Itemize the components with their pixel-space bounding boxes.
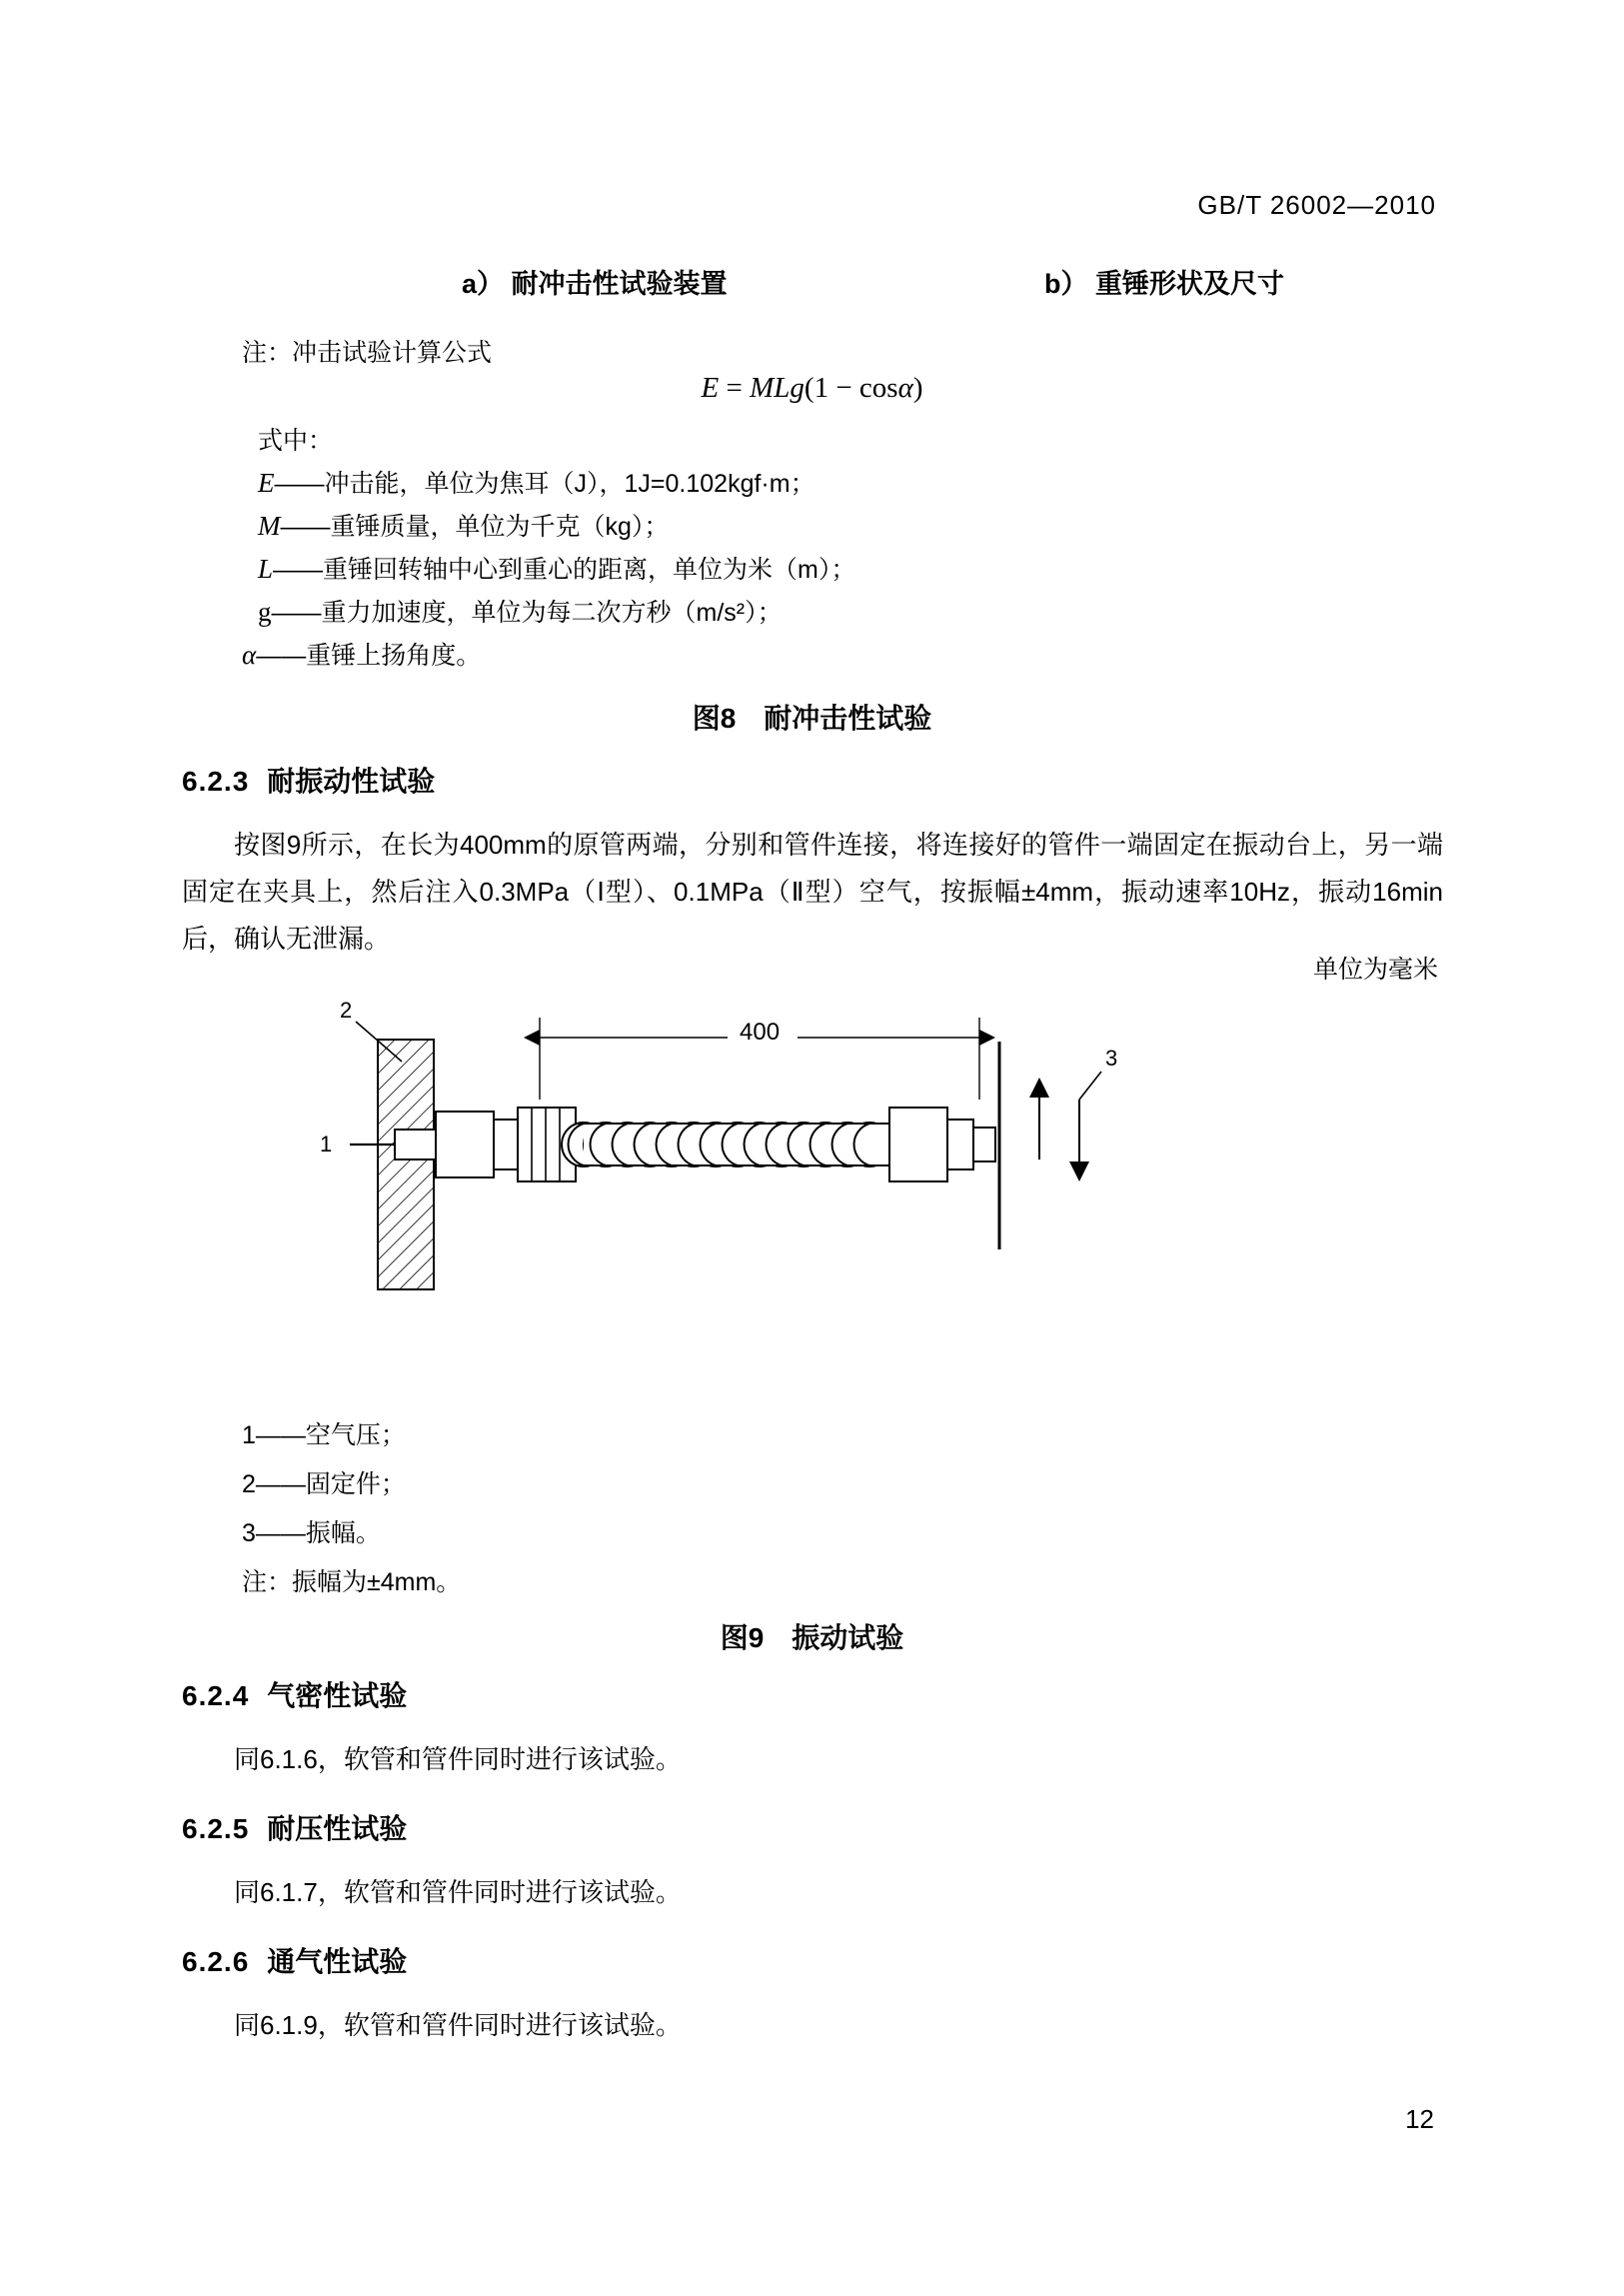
clause-6-2-3-body: 按图9所示，在长为400mm的原管两端，分别和管件连接，将连接好的管件一端固定在振动台上，另一端固定在夹具上，然后注入0.3MPa（Ⅰ型）、0.1MPa（Ⅱ型）空气，按振幅±4mm，振动速率10Hz，振动16min后，确认无泄漏。 bbox=[182, 830, 1443, 954]
figure9-key-1: 1——空气压； bbox=[242, 1421, 406, 1449]
figure9-dimension-400: 400 bbox=[740, 1019, 781, 1046]
symbol-E-text: ——冲击能，单位为焦耳（J），1J=0.102kgf·m； bbox=[274, 470, 815, 498]
figure8-note-label: 注：冲击试验计算公式 bbox=[242, 339, 493, 367]
figure8-symbol-legend bbox=[242, 420, 856, 677]
figure9-key-3: 3——振幅。 bbox=[242, 1519, 381, 1547]
formula-open: (1 − cos bbox=[804, 372, 898, 404]
formula-lhs: E bbox=[701, 372, 720, 404]
clause-6-2-5-heading bbox=[182, 1807, 407, 1847]
figure9-key-list bbox=[242, 1411, 461, 1607]
svg-text:3: 3 bbox=[1105, 1046, 1118, 1071]
formula-m: M bbox=[750, 372, 775, 404]
figure8-caption-a: a） 耐冲击性试验装置 bbox=[462, 269, 728, 299]
clause-6-2-5-body: 同6.1.7，软管和管件同时进行该试验。 bbox=[234, 1877, 682, 1907]
figure9-key-2: 2——固定件； bbox=[242, 1470, 406, 1498]
symbol-row-g bbox=[258, 591, 855, 634]
formula-g: g bbox=[790, 372, 805, 404]
figure8-title: 图8 耐冲击性试验 bbox=[692, 703, 932, 734]
clause-6-2-6-number: 6.2.6 bbox=[182, 1946, 250, 1977]
symbol-E: E bbox=[258, 468, 275, 498]
clause-6-2-5-title: 耐压性试验 bbox=[267, 1813, 408, 1844]
clause-6-2-6-title: 通气性试验 bbox=[267, 1946, 408, 1977]
clause-6-2-5-number: 6.2.5 bbox=[182, 1813, 250, 1844]
symbol-row-alpha bbox=[242, 634, 855, 677]
clause-6-2-4-body: 同6.1.6，软管和管件同时进行该试验。 bbox=[234, 1744, 682, 1774]
symbol-M: M bbox=[258, 511, 281, 541]
symbol-L: L bbox=[258, 554, 274, 584]
figure9-unit-note: 单位为毫米 bbox=[1312, 956, 1438, 984]
symbol-alpha: α bbox=[242, 640, 257, 670]
figure9-diagram bbox=[180, 1000, 1449, 1429]
symbol-g-text: ——重力加速度，单位为每二次方秒（m/s²）； bbox=[271, 599, 783, 627]
symbol-g: g bbox=[258, 597, 272, 627]
clause-6-2-4-heading bbox=[182, 1674, 407, 1714]
clause-6-2-3-number: 6.2.3 bbox=[182, 766, 250, 797]
symbol-row-E bbox=[258, 462, 855, 505]
page-header-standard-code: GB/T 26002—2010 bbox=[1197, 190, 1436, 220]
formula-equals: = bbox=[719, 372, 751, 404]
where-label: 式中： bbox=[258, 427, 334, 455]
figure8-caption-b: b） 重锤形状及尺寸 bbox=[1044, 269, 1284, 299]
svg-text:2: 2 bbox=[340, 1000, 353, 1023]
clause-6-2-3-heading bbox=[182, 760, 435, 800]
clause-6-2-6-heading bbox=[182, 1940, 407, 1980]
symbol-alpha-text: ——重锤上扬角度。 bbox=[256, 642, 482, 670]
impact-energy-formula bbox=[0, 372, 1624, 405]
figure9-title: 图9 振动试验 bbox=[720, 1622, 904, 1653]
figure9-note: 注：振幅为±4mm。 bbox=[242, 1568, 462, 1596]
symbol-L-text: ——重锤回转轴中心到重心的距离，单位为米（m）； bbox=[273, 556, 856, 584]
clause-6-2-3-title: 耐振动性试验 bbox=[267, 766, 436, 797]
clause-6-2-4-number: 6.2.4 bbox=[182, 1680, 250, 1711]
symbol-row-L bbox=[258, 548, 855, 591]
formula-close: ) bbox=[912, 372, 923, 404]
page-number: 12 bbox=[1405, 2104, 1434, 2134]
clause-6-2-4-title: 气密性试验 bbox=[267, 1680, 408, 1711]
svg-text:1: 1 bbox=[320, 1132, 333, 1156]
symbol-M-text: ——重锤质量，单位为千克（kg）； bbox=[280, 513, 670, 541]
formula-l: L bbox=[774, 372, 791, 404]
formula-alpha: α bbox=[897, 372, 913, 404]
clause-6-2-6-body: 同6.1.9，软管和管件同时进行该试验。 bbox=[234, 2010, 682, 2040]
symbol-row-M bbox=[258, 505, 855, 548]
